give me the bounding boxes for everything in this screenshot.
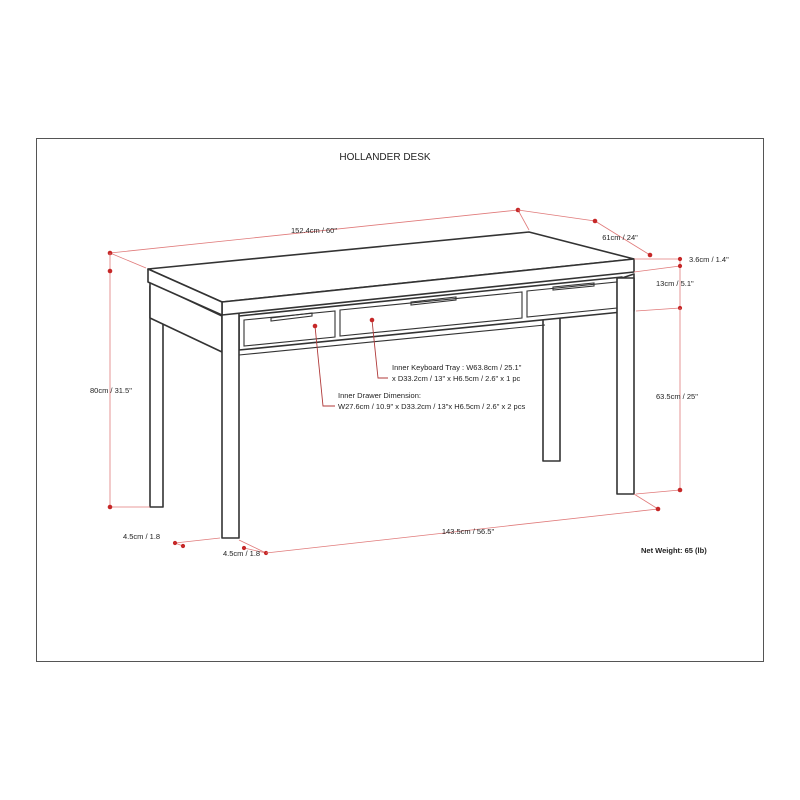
span-ext <box>634 494 658 509</box>
top-thickness-label: 3.6cm / 1.4" <box>689 255 729 264</box>
apron-height-label: 13cm / 5.1" <box>656 279 694 288</box>
top-width-label: 152.4cm / 60" <box>290 226 338 235</box>
depth-line <box>518 210 595 221</box>
drawer-leader-dot <box>313 324 318 329</box>
knee-height-label: 63.5cm / 25" <box>656 392 698 401</box>
desk-outline <box>148 232 634 538</box>
drawer-dimension-line-1: Inner Drawer Dimension: <box>338 391 421 400</box>
thickness-dot-top <box>678 257 682 261</box>
front-right-leg <box>617 278 634 494</box>
thickness-ext-bottom <box>634 266 680 272</box>
span-dot <box>656 507 661 512</box>
knee-dot <box>678 488 683 493</box>
width-ext-right <box>518 210 529 230</box>
leg-depth-label: 4.5cm / 1.8 <box>123 532 161 541</box>
apron-ext <box>636 308 680 311</box>
knee-ext <box>636 490 680 494</box>
leg-width-label: 4.5cm / 1.8 <box>223 549 261 558</box>
keyboard-tray-line-1: Inner Keyboard Tray : W63.8cm / 25.1" <box>392 363 522 372</box>
width-ext-left <box>110 253 146 268</box>
back-right-leg <box>543 312 560 461</box>
leg-depth-dot-1 <box>173 541 177 545</box>
depth-label: 61cm / 24" <box>602 233 638 242</box>
depth-dot <box>593 219 598 224</box>
leg-span-label: 143.5cm / 56.5" <box>441 527 495 536</box>
front-left-leg <box>222 305 239 538</box>
keyboard-tray-line-2: x D33.2cm / 13" x H6.5cm / 2.6" x 1 pc <box>392 374 521 383</box>
keyboard-leader-dot <box>370 318 375 323</box>
height-dot-top <box>108 269 113 274</box>
diagram-title: HOLLANDER DESK <box>339 152 431 163</box>
thickness-dot-bottom <box>678 264 682 268</box>
leg-depth-dot-2 <box>181 544 185 548</box>
net-weight-label: Net Weight: 65 (lb) <box>641 546 707 555</box>
drawer-dimension-line-2: W27.6cm / 10.9" x D33.2cm / 13"x H6.5cm / 2.6" x 2 pcs <box>338 402 526 411</box>
leg-depth-ext <box>175 538 220 543</box>
depth-dot-end <box>648 253 653 258</box>
height-dot-bottom <box>108 505 113 510</box>
total-height-label: 80cm / 31.5" <box>90 386 132 395</box>
